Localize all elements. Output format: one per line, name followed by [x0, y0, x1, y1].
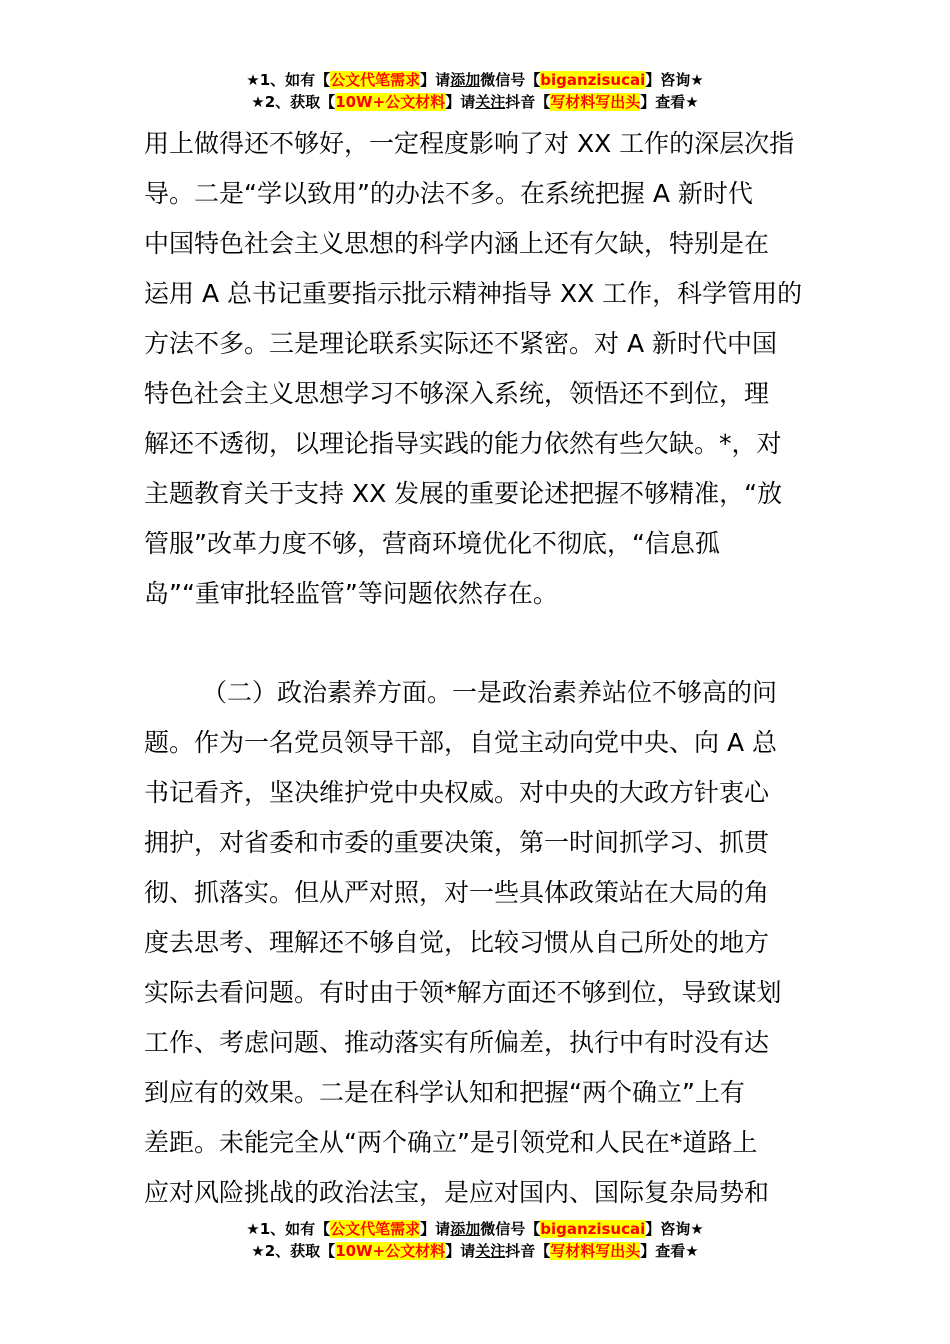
text-line: 实际去看问题。有时由于领*解方面还不够到位，导致谋划	[144, 978, 782, 1007]
underlined-follow: 关注	[475, 93, 506, 111]
text-line: 用上做得还不够好，一定程度影响了对 XX 工作的深层次指	[144, 129, 795, 158]
text-line: 差距。未能完全从“两个确立”是引领党和人民在*道路上	[144, 1128, 758, 1157]
text-line: 解还不透彻，以理论指导实践的能力依然有些欠缺。*，对	[144, 429, 782, 458]
text-line: 度去思考、理解还不够自觉，比较习惯从自己所处的地方	[144, 928, 770, 957]
underlined-follow: 关注	[475, 1242, 506, 1260]
highlight-service: 公文代笔需求	[330, 1220, 421, 1238]
star-icon: ★	[251, 93, 265, 111]
underlined-add: 添加	[450, 1220, 481, 1238]
highlight-wechat-id: biganzisucai	[540, 1220, 646, 1238]
highlight-douyin-account: 写材料写出头	[550, 1242, 641, 1260]
paragraph-theory-study	[144, 119, 814, 619]
text-line: 特色社会主义思想学习不够深入系统，领悟还不到位，理	[144, 379, 770, 408]
text-line: 中国特色社会主义思想的科学内涵上还有欠缺，特别是在	[144, 229, 770, 258]
star-icon: ★	[246, 71, 260, 89]
underlined-add: 添加	[450, 71, 481, 89]
highlight-materials: 10W+公文材料	[335, 93, 446, 111]
text-line: 到应有的效果。二是在科学认知和把握“两个确立”上有	[144, 1078, 745, 1107]
text-line: 拥护，对省委和市委的重要决策，第一时间抓学习、抓贯	[144, 828, 770, 857]
star-icon: ★	[251, 1242, 265, 1260]
text-line: 工作、考虑问题、推动落实有所偏差，执行中有时没有达	[144, 1028, 770, 1057]
text-line: 主题教育关于支持 XX 发展的重要论述把握不够精准，“放	[144, 479, 783, 508]
highlight-materials: 10W+公文材料	[335, 1242, 446, 1260]
promo-line-2: ★2、获取【10W+公文材料】请关注抖音【写材料写出头】查看★	[251, 93, 699, 111]
highlight-service: 公文代笔需求	[330, 71, 421, 89]
star-icon: ★	[246, 1220, 260, 1238]
text-line: 彻、抓落实。但从严对照，对一些具体政策站在大局的角	[144, 878, 770, 907]
text-line: 运用 A 总书记重要指示批示精神指导 XX 工作，科学管用的	[144, 279, 803, 308]
footer-promo-banner	[0, 1218, 950, 1262]
text-line: 书记看齐，坚决维护党中央权威。对中央的大政方针衷心	[144, 778, 770, 807]
text-line: 应对风险挑战的政治法宝，是应对国内、国际复杂局势和	[144, 1178, 770, 1207]
paragraph-political-literacy	[144, 668, 814, 1218]
header-promo-banner	[0, 69, 950, 113]
promo-line-1: ★1、如有【公文代笔需求】请添加微信号【biganzisucai】咨询★	[246, 71, 704, 89]
text-line: 题。作为一名党员领导干部，自觉主动向党中央、向 A 总	[144, 728, 777, 757]
promo-line-1: ★1、如有【公文代笔需求】请添加微信号【biganzisucai】咨询★	[246, 1220, 704, 1238]
text-line: 管服”改革力度不够，营商环境优化不彻底，“信息孤	[144, 529, 720, 558]
text-line: 岛”“重审批轻监管”等问题依然存在。	[144, 579, 558, 608]
text-line: 方法不多。三是理论联系实际还不紧密。对 A 新时代中国	[144, 329, 777, 358]
highlight-wechat-id: biganzisucai	[540, 71, 646, 89]
highlight-douyin-account: 写材料写出头	[550, 93, 641, 111]
text-line: 导。二是“学以致用”的办法不多。在系统把握 A 新时代	[144, 179, 753, 208]
text-line-first: （二）政治素养方面。一是政治素养站位不够高的问	[202, 678, 778, 707]
promo-line-2: ★2、获取【10W+公文材料】请关注抖音【写材料写出头】查看★	[251, 1242, 699, 1260]
